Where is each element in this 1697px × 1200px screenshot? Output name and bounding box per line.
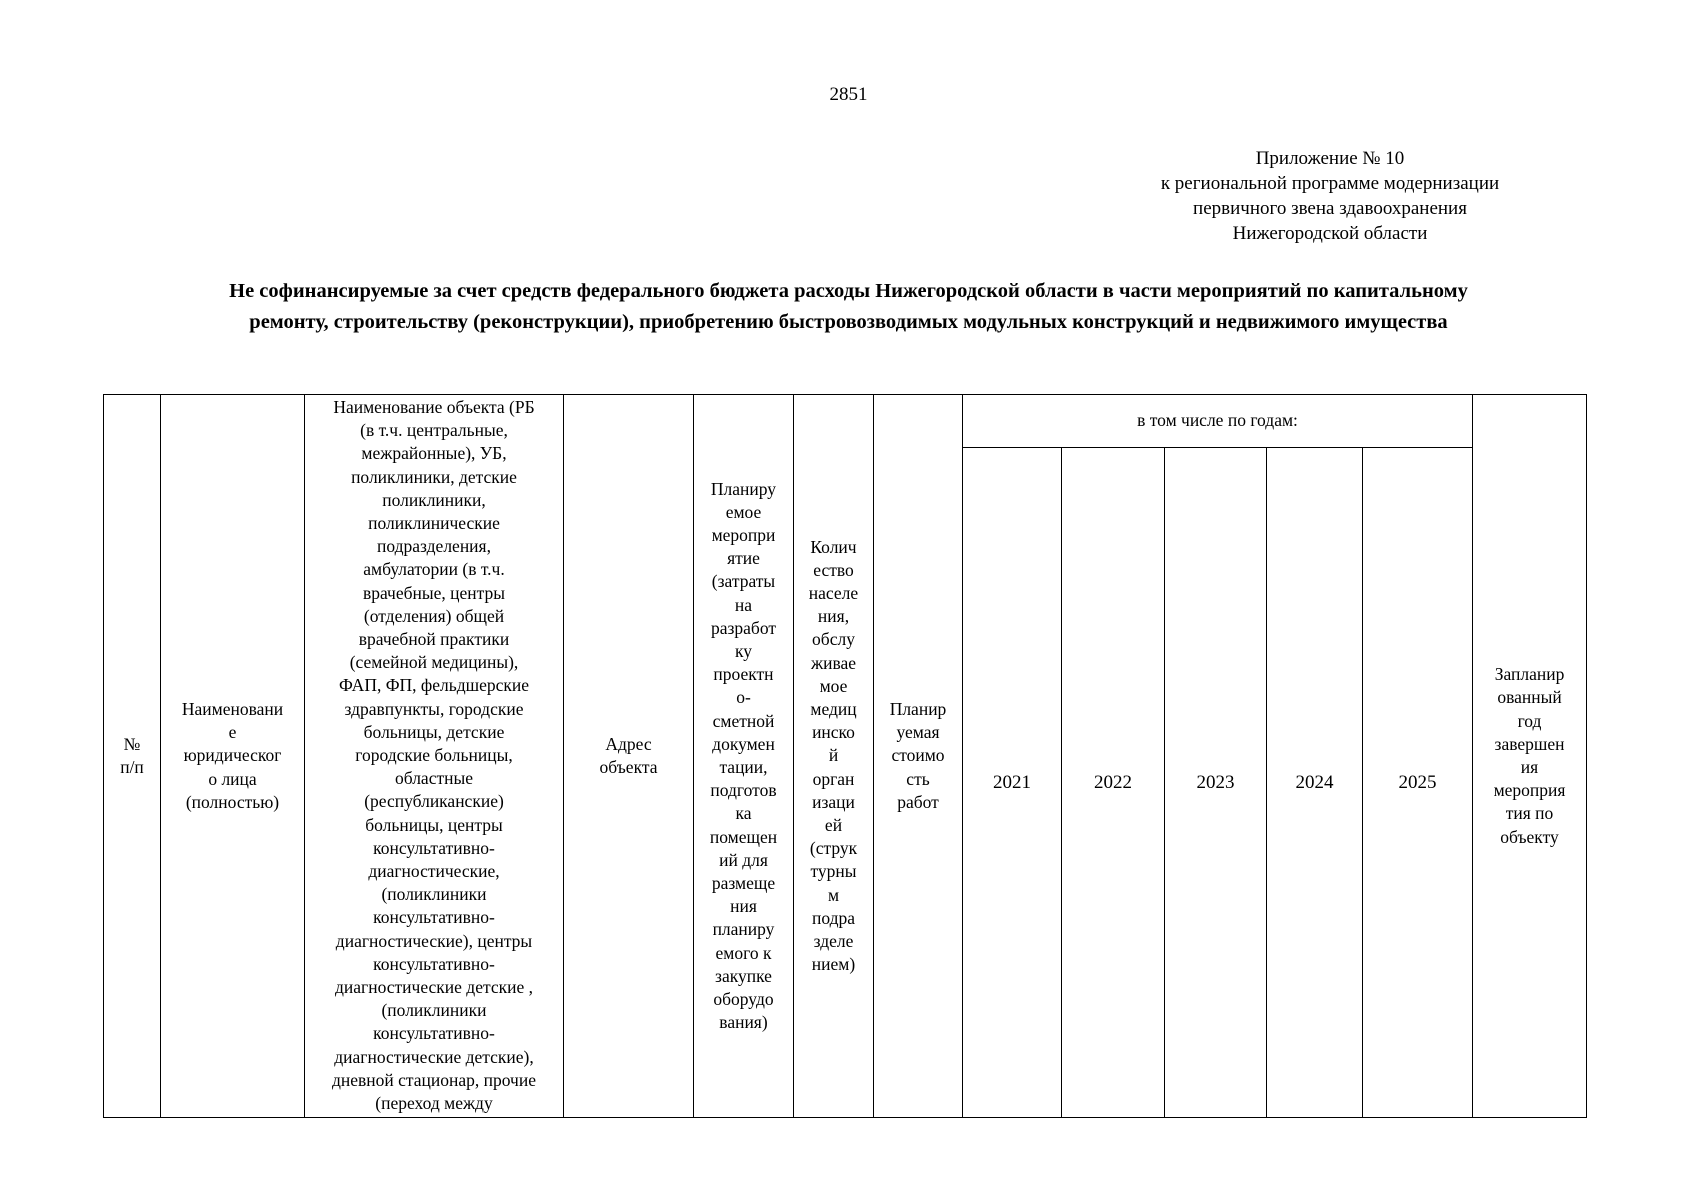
header-legal-entity: Наименовани е юридическог о лица (полностью): [161, 395, 305, 1118]
table-header-row: [104, 395, 1587, 448]
header-year-2022: 2022: [1062, 448, 1165, 1118]
header-year-2025: 2025: [1363, 448, 1473, 1118]
header-object-name: Наименование объекта (РБ (в т.ч. центральные, межрайонные), УБ, поликлиники, детские поликлиники, поликлинические подразделения, амбулатории (в т.ч. врачебные, центры (отделения) общей врачебной практики (семейной медицины), ФАП, ФП, фельдшерские здравпункты, городские больницы, детские городские больницы, областные (республиканские) больницы, центры консультативно- диагностические, (поликлиники консультативно- диагностические), центры консультативно- диагностические детские , (поликлиники консультативно- диагностические детские), дневной стационар, прочие (переход между: [305, 395, 564, 1118]
header-year-2024: 2024: [1267, 448, 1363, 1118]
header-completion-year: Запланир ованный год завершен ия мероприя тия по объекту: [1473, 395, 1587, 1118]
header-num: № п/п: [104, 395, 161, 1118]
header-years-caption: в том числе по годам:: [963, 395, 1473, 448]
title-line: Не софинансируемые за счет средств федерального бюджета расходы Нижегородской области в части мероприятий по капитальному: [229, 280, 1468, 302]
appendix-line: к региональной программе модернизации: [1160, 173, 1500, 194]
title-line: ремонту, строительству (реконструкции), приобретению быстровозводимых модульных конструкций и недвижимого имущества: [249, 311, 1448, 333]
document-title: [60, 276, 1637, 338]
header-population: Колич ество населе ния, обслу живае мое медиц инско й орган изаци ей (струк турны м подра зделе нием): [794, 395, 874, 1118]
header-planned-activity: Планиру емое меропри ятие (затраты на разработ ку проектн о- сметной докумен тации, подготов ка помещен ий для размеще ния планиру емого к закупке оборудо вания): [694, 395, 794, 1118]
appendix-line: Приложение № 10: [1255, 148, 1405, 169]
appendix-line: первичного звена здавоохранения: [1193, 198, 1467, 219]
page-number: 2851: [829, 84, 868, 105]
appendix-line: Нижегородской области: [1232, 223, 1428, 244]
header-year-2023: 2023: [1165, 448, 1267, 1118]
header-year-2021: 2021: [963, 448, 1062, 1118]
header-address: Адрес объекта: [564, 395, 694, 1118]
header-planned-cost: Планир уемая стоимо сть работ: [874, 395, 963, 1118]
expenses-table: [103, 394, 1587, 1118]
appendix-note: [1150, 146, 1510, 246]
